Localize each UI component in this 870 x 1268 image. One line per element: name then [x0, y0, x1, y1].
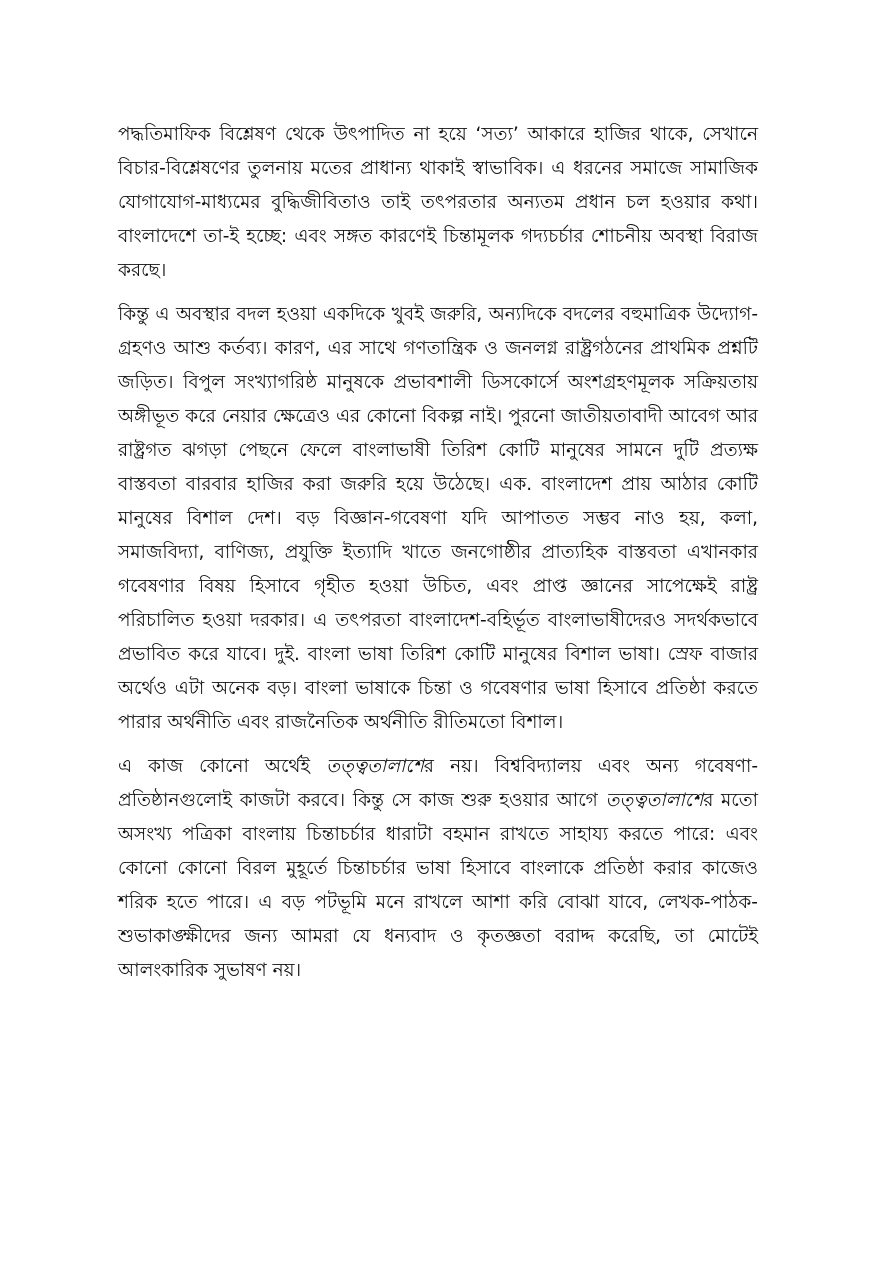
document-page: [118, 118, 758, 988]
paragraph-2-text: কিন্তু এ অবস্থার বদল হওয়া একদিকে খুবই জরুরি, অন্যদিকে বদলের বহুমাত্রিক উদ্যোগ-গ্রহণও আশু কর্তব্য। কারণ, এর সাথে গণতান্ত্রিক ও জনলগ্ন রাষ্ট্রগঠনের প্রাথমিক প্রশ্নটি জড়িত। বিপুল সংখ্যাগরিষ্ঠ মানুষকে প্রভাবশালী ডিসকোর্সে অংশগ্রহণমূলক সক্রিয়তায় অঙ্গীভূত করে নেয়ার ক্ষেত্রেও এর কোনো বিকল্প নাই। পুরনো জাতীয়তাবাদী আবেগ আর রাষ্ট্রগত ঝগড়া পেছনে ফেলে বাংলাভাষী তিরিশ কোটি মানুষের সামনে দুটি প্রত্যক্ষ বাস্তবতা বারবার হাজির করা জরুরি হয়ে উঠেছে। এক. বাংলাদেশ প্রায় আঠার কোটি মানুষের বিশাল দেশ। বড় বিজ্ঞান-গবেষণা যদি আপাতত সম্ভব নাও হয়, কলা, সমাজবিদ্যা, বাণিজ্য, প্রযুক্তি ইত্যাদি খাতে জনগোষ্ঠীর প্রাত্যহিক বাস্তবতা এখানকার গবেষণার বিষয় হিসাবে গৃহীত হওয়া উচিত, এবং প্রাপ্ত জ্ঞানের সাপেক্ষেই রাষ্ট্র পরিচালিত হওয়া দরকার। এ তৎপরতা বাংলাদেশ-বহির্ভূত বাংলাভাষীদেরও সদর্থকভাবে প্রভাবিত করে যাবে। দুই. বাংলা ভাষা তিরিশ কোটি মানুষের বিশাল ভাষা। স্রেফ বাজার অর্থেও এটা অনেক বড়। বাংলা ভাষাকে চিন্তা ও গবেষণার ভাষা হিসাবে প্রতিষ্ঠা করতে পারার অর্থনীতি এবং রাজনৈতিক অর্থনীতি রীতিমতো বিশাল।: [118, 304, 758, 733]
paragraph-3-text: র নয়। বিশ্ববিদ্যালয় এবং অন্য গবেষণা-প্রতিষ্ঠানগুলোই কাজটা করবে। কিন্তু সে কাজ শুরু হওয়ার আগে: [118, 756, 758, 811]
paragraph-1-text: পদ্ধতিমাফিক বিশ্লেষণ থেকে উৎপাদিত না হয়ে ‘সত্য’ আকারে হাজির থাকে, সেখানে বিচার-বিশ্লেষণের তুলনায় মতের প্রাধান্য থাকাই স্বাভাবিক। এ ধরনের সমাজে সামাজিক যোগাযোগ-মাধ্যমের বুদ্ধিজীবিতাও তাই তৎপরতার অন্যতম প্রধান চল হওয়ার কথা। বাংলাদেশে তা-ই হচ্ছে: এবং সঙ্গত কারণেই চিন্তামূলক গদ্যচর্চার শোচনীয় অবস্থা বিরাজ করছে।: [118, 124, 758, 281]
paragraph-3-text: র মতো অসংখ্য পত্রিকা বাংলায় চিন্তাচর্চার ধারাটা বহমান রাখতে সাহায্য করতে পারে: এবং কোনো কোনো বিরল মুহূর্তে চিন্তাচর্চার ভাষা হিসাবে বাংলাকে প্রতিষ্ঠা করার কাজেও শরিক হতে পারে। এ বড় পটভূমি মনে রাখলে আশা করি বোঝা যাবে, লেখক-পাঠক-শুভাকাঙ্ক্ষীদের জন্য আমরা যে ধন্যবাদ ও কৃতজ্ঞতা বরাদ্দ করেছি, তা মোটেই আলংকারিক সুভাষণ নয়।: [118, 790, 758, 981]
journal-title-italic: তত্ত্বতালাশে: [605, 790, 704, 811]
paragraph-3-text: এ কাজ কোনো অর্থেই: [118, 756, 327, 777]
paragraph-3: [118, 750, 758, 988]
paragraph-2: [118, 298, 758, 740]
paragraph-1: [118, 118, 758, 288]
journal-title-italic: তত্ত্বতালাশে: [326, 756, 424, 777]
